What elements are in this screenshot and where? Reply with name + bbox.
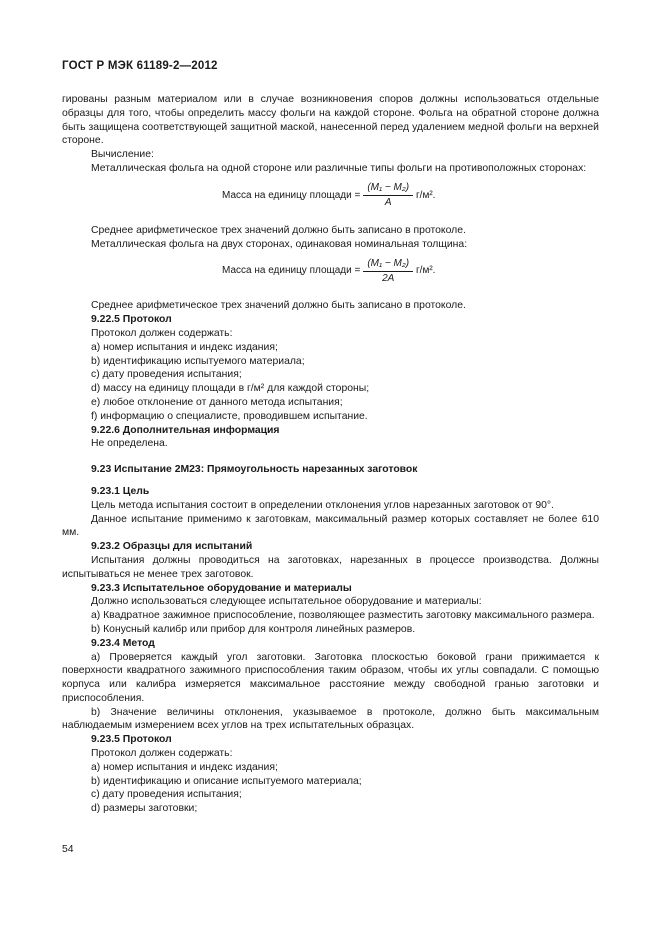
paragraph: b) Конусный калибр или прибор для контроля линейных размеров. [91, 623, 416, 635]
paragraph: Испытания должны проводиться на заготовках, нарезанных в процессе производства. Должны испытываться не менее трех заготовок. [62, 554, 599, 580]
section-heading-9-23-5: 9.23.5 Протокол [91, 734, 172, 746]
paragraph: a) Квадратное зажимное приспособление, позволяющее разместить заготовку максимального размера. [91, 610, 595, 622]
list-item: a) номер испытания и индекс издания; [91, 761, 278, 773]
section-heading-9-23-2: 9.23.2 Образцы для испытаний [91, 541, 253, 553]
paragraph: Цель метода испытания состоит в определении отклонения углов нарезанных заготовок от 90°. [91, 499, 554, 511]
section-heading-9-23-4: 9.23.4 Метод [91, 637, 155, 649]
paragraph: Вычисление: [91, 149, 154, 161]
section-heading-9-22-6: 9.22.6 Дополнительная информация [91, 424, 280, 436]
document-body [62, 93, 599, 816]
formula-fraction [363, 182, 413, 209]
formula-label: Масса на единицу площади = [222, 189, 361, 201]
formula-label: Масса на единицу площади = [222, 265, 361, 277]
formula-one-side [62, 176, 599, 216]
formula-unit: г/м². [416, 265, 436, 277]
paragraph: a) Проверяется каждый угол заготовки. Заготовка плоскостью боковой грани прижимается к поверхности квадратного зажимного приспособления таким образом, чтобы их углы совпадали. С помощью корпуса или калибра измеряется максимальное расстояние между свободной гранью заготовки и приспособления. [62, 651, 599, 704]
formula-denominator: 2A [382, 272, 395, 284]
paragraph: гированы разным материалом или в случае возникновения споров должны использоваться отдельные образцы для того, чтобы определить массу фольги на каждой стороне. Фольга на обратной стороне должна быть защищена соответствующей защитной маской, нанесенной перед удалением медной фольги на верхней стороне. [62, 94, 599, 147]
paragraph: Протокол должен содержать: [91, 748, 233, 760]
paragraph: Протокол должен содержать: [91, 327, 233, 339]
page-number: 54 [62, 844, 74, 855]
list-item: c) дату проведения испытания; [91, 369, 242, 381]
list-item: d) массу на единицу площади в г/м² для каждой стороны; [91, 383, 370, 395]
formula-unit: г/м². [416, 189, 436, 201]
paragraph: Данное испытание применимо к заготовкам, максимальный размер которых составляет не более 610 мм. [62, 513, 599, 539]
list-item: b) идентификацию испытуемого материала; [91, 355, 305, 367]
section-heading-9-23: 9.23 Испытание 2М23: Прямоугольность нарезанных заготовок [91, 464, 418, 476]
list-item: c) дату проведения испытания; [91, 789, 242, 801]
paragraph: b) Значение величины отклонения, указываемое в протоколе, должно быть максимальным наблюдаемым измерением всех углов на трех испытательных образцах. [62, 706, 599, 732]
section-heading-9-23-1: 9.23.1 Цель [91, 485, 150, 497]
list-item: b) идентификацию и описание испытуемого материала; [91, 775, 362, 787]
formula-fraction [363, 258, 413, 285]
list-item: f) информацию о специалисте, проводившем испытание. [91, 410, 368, 422]
section-heading-9-23-3: 9.23.3 Испытательное оборудование и материалы [91, 582, 352, 594]
formula-numerator: (M₁ − M₂) [363, 182, 413, 196]
document-header: ГОСТ Р МЭК 61189-2—2012 [62, 60, 218, 72]
paragraph: Среднее арифметическое трех значений должно быть записано в протоколе. [91, 300, 466, 312]
list-item: e) любое отклонение от данного метода испытания; [91, 396, 343, 408]
paragraph: Металлическая фольга на двух сторонах, одинаковая номинальная толщина: [91, 238, 468, 250]
formula-two-sides [62, 251, 599, 291]
formula-denominator: A [384, 197, 392, 209]
paragraph: Не определена. [91, 438, 168, 450]
section-heading-9-22-5: 9.22.5 Протокол [91, 314, 172, 326]
list-item: a) номер испытания и индекс издания; [91, 341, 278, 353]
paragraph: Среднее арифметическое трех значений должно быть записано в протоколе. [91, 224, 466, 236]
paragraph: Должно использоваться следующее испытательное оборудование и материалы: [91, 596, 482, 608]
paragraph: Металлическая фольга на одной стороне или различные типы фольги на противоположных сторонах: [91, 162, 587, 174]
list-item: d) размеры заготовки; [91, 803, 198, 815]
formula-numerator: (M₁ − M₂) [363, 258, 413, 272]
